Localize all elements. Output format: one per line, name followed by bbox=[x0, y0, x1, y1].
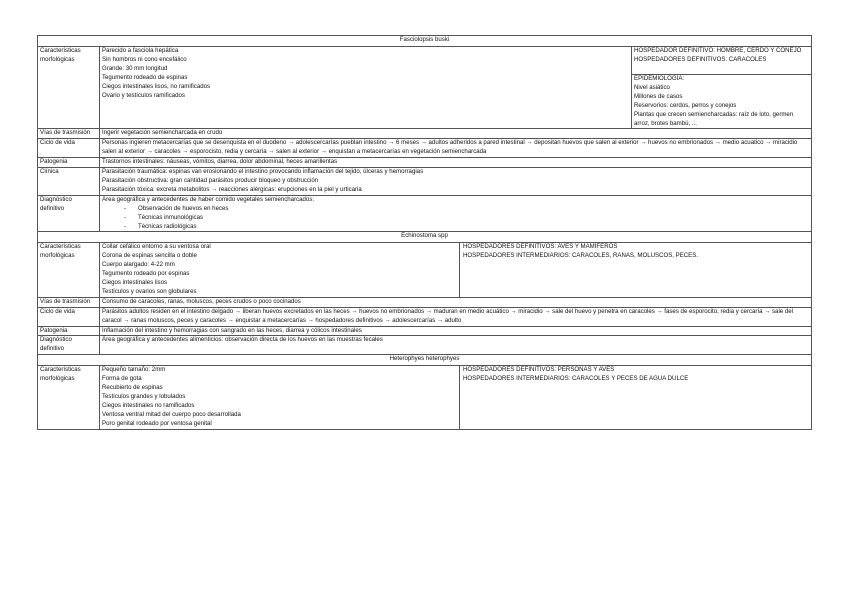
morphology-line: Recubierto de espinas bbox=[102, 384, 163, 392]
morphology-line: Ciegos intestinales lisos, no ramificados bbox=[102, 82, 211, 90]
hosts-epidemiology-cell bbox=[632, 47, 812, 129]
parasite-table bbox=[37, 35, 812, 430]
diagnosis-bullet: - Técnicas radiológicas bbox=[138, 223, 809, 232]
row-label-morphology: Características morfológicas bbox=[38, 366, 100, 429]
row-label-life-cycle: Ciclo de vida bbox=[38, 307, 100, 326]
morphology-line: Corona de espinas sencilla o doble bbox=[102, 252, 197, 260]
epidemiology-block bbox=[632, 75, 811, 128]
diagnosis-bullet: - Observación de huevos en heces bbox=[138, 205, 809, 214]
epidemiology-line: Plantas que crecen semiencharcadas: raíz de loto, germen arroz, brotes bambú, ... bbox=[634, 110, 794, 127]
epidemiology-line: Millones de casos bbox=[634, 92, 683, 100]
epidemiology-line: Reservorios: cerdos, perros y conejos bbox=[634, 101, 737, 109]
clinical-line: Parasitación tóxica: excreta metabolitos → reacciones alérgicas: erupciones en la piel y urticaria bbox=[102, 185, 362, 193]
morphology-line: Ciegos intestinales no ramificados bbox=[102, 401, 195, 409]
row-label-diagnosis: Diagnóstico definitivo bbox=[38, 336, 100, 355]
row-label-pathogenesis: Patogenia bbox=[38, 326, 100, 336]
morphology-line: Tegumento rodeado de espinas bbox=[102, 73, 188, 81]
morphology-list bbox=[100, 47, 632, 129]
host-intermediate: HOSPEDADORES INTERMEDIARIOS: CARACOLES Y PECES DE AGUA DULCE bbox=[463, 375, 689, 383]
host-definitive: HOSPEDADOR DEFINITIVO: HOMBRE, CERDO Y CONEJO bbox=[634, 47, 802, 54]
section-title-echinostoma: Echinostoma spp bbox=[38, 232, 812, 243]
morphology-list bbox=[100, 366, 460, 428]
host-definitive: HOSPEDADORES DEFINITIVOS: AVES Y MAMÍFEROS bbox=[463, 243, 618, 251]
row-label-morphology: Características morfológicas bbox=[38, 243, 100, 297]
morphology-line: Testículos grandes y lobulados bbox=[102, 393, 186, 400]
morphology-hosts-cell bbox=[100, 243, 812, 297]
diagnosis-text: Área geográfica y antecedentes alimenticios: observación directa de los huevos en las muestras fecales bbox=[100, 336, 812, 355]
host-intermediate: HOSPEDADORES INTERMEDIARIOS: CARACOLES, RANAS, MOLUSCOS, PECES. bbox=[463, 252, 698, 260]
host-definitive: HOSPEDADORES DEFINITIVOS: PERSONAS Y AVES bbox=[463, 366, 615, 374]
morphology-line: Testículos y ovarios son globulares bbox=[102, 287, 197, 295]
morphology-line: Forma de gota bbox=[102, 375, 142, 383]
clinical-line: Parasitación obstructiva: gran cantidad parásitos producir bloqueo y obstrucción bbox=[102, 176, 319, 184]
life-cycle-text: Personas ingieren metacercarías que se desenquista en el duodeno → adolescercarías pueblan intestino → 6 meses → adultos adheridos a pared intestinal → depositan huevos que salen al exterior → huevos no embrionados → medio acuatico → miracidio salen al exterior → caracoles → esporocisto, redia y cercaría → salen al exterior → enquistan a metacercarías en vegetación semiencharcada bbox=[100, 139, 812, 158]
row-label-clinical: Clínica bbox=[38, 168, 100, 196]
morphology-line: Poro genital rodeado por ventosa genital bbox=[102, 419, 212, 427]
row-label-diagnosis: Diagnóstico definitivo bbox=[38, 195, 100, 232]
pathogenesis-text: Inflamación del intestino y hemorragias con sangrado en las heces, diarrea y cólicos intestinales bbox=[100, 326, 812, 336]
morphology-line: Ventosa ventral mitad del cuerpo poco desarrollada bbox=[102, 410, 241, 418]
hosts-block bbox=[460, 366, 811, 428]
epidemiology-line: Nivel asiático bbox=[634, 83, 670, 91]
morphology-hosts-cell bbox=[100, 366, 812, 429]
row-label-transmission: Vías de trasmisión bbox=[38, 129, 100, 139]
hosts-block bbox=[460, 243, 811, 296]
row-label-pathogenesis: Patogenia bbox=[38, 158, 100, 168]
row-label-life-cycle: Ciclo de vida bbox=[38, 139, 100, 158]
diagnosis-intro: Área geográfica y antecedentes de haber comido vegetales semiencharcados: bbox=[102, 195, 315, 203]
morphology-line: Grande: 30 mm longitud bbox=[102, 64, 168, 72]
clinical-list bbox=[100, 168, 812, 196]
epidemiology-heading: EPIDEMIOLOGÍA: bbox=[634, 75, 685, 82]
diagnosis-cell bbox=[100, 195, 812, 232]
morphology-line: Ciegos intestinales lisos bbox=[102, 279, 168, 287]
transmission-text: Ingerir vegetación semiencharcada en crudo bbox=[100, 129, 812, 139]
morphology-list bbox=[100, 243, 460, 296]
morphology-line: Pequeño tamaño: 2mm bbox=[102, 366, 166, 374]
row-label-transmission: Vías de trasmisión bbox=[38, 297, 100, 307]
row-label-morphology: Características morfológicas bbox=[38, 47, 100, 129]
pathogenesis-text: Trastornos intestinales: náuseas, vómitos, diarrea, dolor abdominal, heces amarillentas bbox=[100, 158, 812, 168]
document-page bbox=[37, 35, 811, 430]
diagnosis-bullets bbox=[102, 205, 809, 232]
transmission-text: Consumo de caracoles, ranas, moluscos, peces crudos o poco cocinados bbox=[100, 297, 812, 307]
morphology-line: Parecido a fasciola hepática bbox=[102, 47, 179, 54]
morphology-line: Tegumento rodeado por espinas bbox=[102, 270, 190, 278]
morphology-line: Sin hombros ni cono encefálico bbox=[102, 55, 187, 63]
host-intermediate: HOSPEDADORES DEFINITIVOS: CARACOLES bbox=[634, 55, 767, 63]
morphology-line: Cuerpo alargado: 4-22 mm bbox=[102, 261, 175, 269]
morphology-line: Ovario y testículos ramificados bbox=[102, 91, 185, 99]
diagnosis-bullet: - Técnicas inmunológicas bbox=[138, 214, 809, 223]
morphology-line: Collar cefálico entorno a su ventosa oral bbox=[102, 243, 211, 251]
life-cycle-text: Parásitos adultos residen en el intestino delgado → liberan huevos excretados en las heces → huevos no embrionados → maduran en medio acuático → miracidio → sale del huevo y penetra en caracoles → fases de esporocito, redia y cercaría → sale del caracol → ranas moluscos, peces y caracoles → enquistar a metacercarías → hospedadores definitivos → adolescercarías → adulto bbox=[100, 307, 812, 326]
section-title-heterophyes: Heterophyes heterophyes bbox=[38, 355, 812, 366]
hosts-block bbox=[632, 47, 811, 75]
section-title-fasciolopsis: Fasciolopsis buski bbox=[38, 36, 812, 47]
clinical-line: Parasitación traumática: espinas van erosionando el intestino provocando inflamación del tejido, úlceras y hemorragias bbox=[102, 168, 424, 176]
